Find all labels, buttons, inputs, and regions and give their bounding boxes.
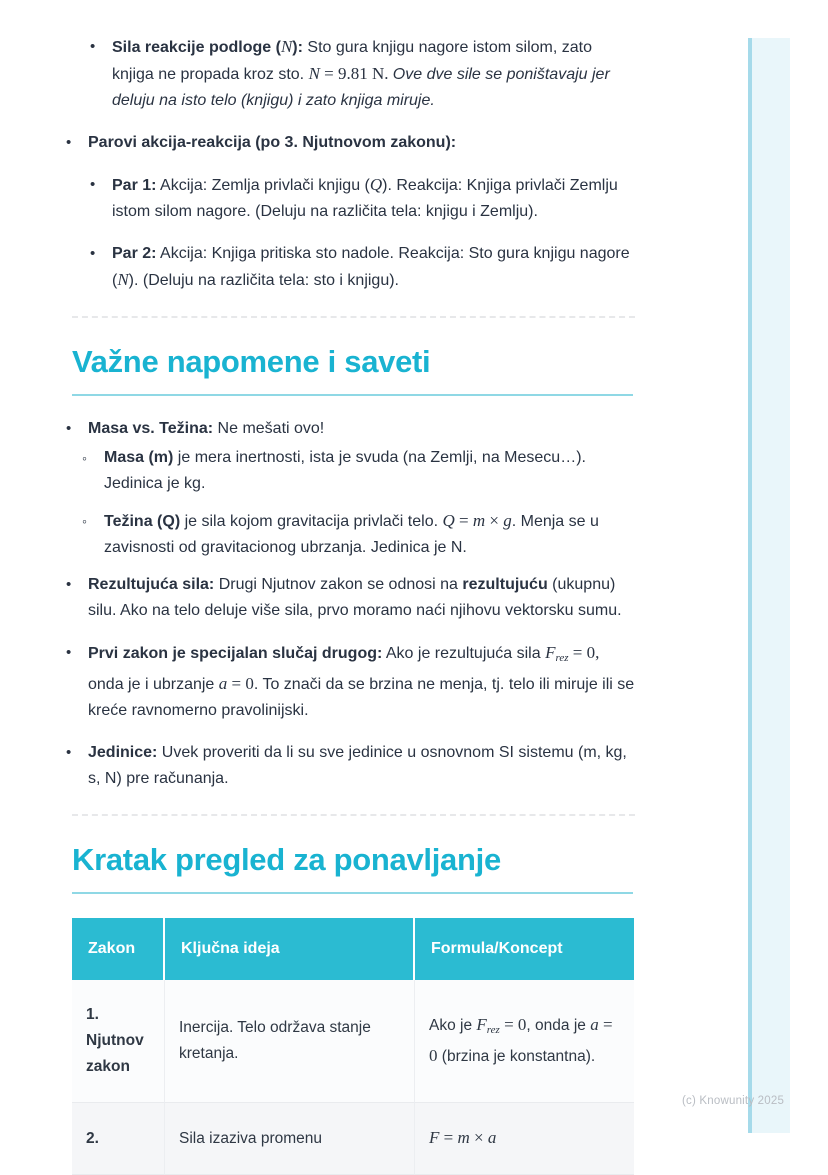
text-segment: N — [280, 37, 293, 56]
text-segment: = — [439, 1128, 458, 1147]
text-segment: = 0 — [499, 1015, 527, 1034]
disc-bullet-marker: • — [90, 176, 96, 193]
disc-bullet-marker: • — [66, 744, 72, 761]
text-segment: N — [308, 64, 320, 83]
bullet-text — [88, 130, 635, 156]
text-segment: ). Reakcija: Knjiga privlači Zemlju istom silom nagore. (Deluju na različita tela: knjigu i Zemlju). — [112, 177, 623, 220]
text-segment: Sila izaziva promenu — [179, 1129, 323, 1147]
text-segment: ). (Deluju na različita tela: sto i knjigu). — [128, 272, 399, 289]
table-cell — [72, 1103, 165, 1175]
bullet-text — [112, 172, 635, 225]
right-accent-strip — [752, 38, 790, 1133]
text-segment: 1. Njutnov zakon — [86, 1006, 148, 1075]
text-segment: Akcija: Knjiga pritiska sto nadole. Reakcija: Sto gura knjigu nagore ( — [112, 245, 635, 289]
text-segment: , onda je — [526, 1017, 591, 1034]
table-header-cell: Ključna ideja — [165, 918, 415, 980]
table-row — [72, 980, 634, 1103]
text-segment: Parovi akcija-reakcija (po 3. Njutnovom zakonu): — [88, 134, 457, 151]
table-cell — [165, 1103, 415, 1175]
summary-table — [72, 918, 634, 1175]
bullet-text — [112, 34, 635, 114]
text-segment: (brzina je konstantna). — [437, 1048, 596, 1065]
circle-bullet-marker: ◦ — [82, 513, 87, 529]
text-segment: = 0 — [429, 1015, 617, 1065]
bullet-item — [90, 172, 635, 225]
table-body — [72, 980, 634, 1175]
bullet-text — [112, 241, 635, 294]
bullet-item — [82, 445, 635, 497]
text-segment: Ako je rezultujuća sila — [382, 645, 546, 662]
text-segment: ): — [292, 39, 303, 56]
text-segment: m — [472, 511, 486, 530]
text-segment: = 0 — [227, 674, 254, 693]
text-segment: Drugi Njutnov zakon se odnosi na — [214, 576, 463, 593]
bullet-text — [104, 445, 635, 497]
circle-bullet-marker: ◦ — [82, 450, 87, 466]
text-segment: a — [218, 674, 228, 693]
bullet-item — [66, 740, 635, 792]
text-segment: Par 1: — [112, 177, 157, 194]
text-segment: m — [457, 1128, 470, 1147]
bullet-item — [66, 416, 635, 442]
table-cell — [415, 980, 634, 1103]
text-segment: je sila kojom gravitacija privlači telo. — [180, 513, 443, 530]
disc-bullet-marker: • — [66, 576, 72, 593]
text-segment: F — [429, 1128, 440, 1147]
table-cell — [72, 980, 165, 1103]
text-segment: Sila reakcije podloge ( — [112, 39, 281, 56]
table-header-row — [72, 918, 634, 980]
bullet-item — [66, 130, 635, 156]
disc-bullet-marker: • — [66, 134, 72, 151]
bullet-item — [66, 640, 639, 724]
text-segment: N — [117, 270, 129, 289]
text-segment: Jedinice: — [88, 744, 158, 761]
disc-bullet-marker: • — [66, 644, 72, 661]
page-content — [66, 34, 639, 1175]
text-segment: rez — [486, 1024, 500, 1036]
text-segment: g — [503, 511, 512, 530]
bullet-item — [90, 34, 635, 114]
text-segment: (ukupnu) silu. Ako na telo deluje više sila, prvo moramo naći njihovu vektorsku sumu. — [88, 576, 622, 619]
section-divider — [72, 814, 635, 816]
table-cell — [165, 980, 415, 1103]
text-segment: rez — [555, 652, 569, 664]
table-cell — [415, 1103, 634, 1175]
section-divider — [72, 316, 635, 318]
text-segment: Masa (m) — [104, 449, 174, 466]
bullet-text — [104, 508, 635, 561]
text-segment: rezultujuću — [462, 576, 548, 593]
text-segment: = 9.81 N. — [319, 64, 393, 83]
right-accent-line — [748, 38, 752, 1133]
text-segment: je mera inertnosti, ista je svuda (na Zemlji, na Mesecu…). Jedinica je kg. — [104, 449, 591, 492]
text-segment: a — [590, 1015, 599, 1034]
text-segment: onda je i ubrzanje — [88, 645, 604, 693]
text-segment: 2. — [86, 1129, 99, 1147]
text-segment: a — [487, 1128, 497, 1147]
text-segment: × — [469, 1128, 488, 1147]
table-header-cell: Formula/Koncept — [415, 918, 634, 980]
section-heading: Važne napomene i saveti — [72, 342, 633, 396]
text-segment: F — [545, 643, 556, 662]
disc-bullet-marker: • — [90, 245, 96, 262]
bullet-text — [88, 640, 639, 724]
text-segment: Rezultujuća sila: — [88, 576, 215, 593]
text-segment: Uvek proveriti da li su sve jedinice u osnovnom SI sistemu (m, kg, s, N) pre računanja. — [88, 744, 632, 787]
text-segment: Q — [442, 511, 455, 530]
table-row — [72, 1103, 634, 1175]
disc-bullet-marker: • — [66, 420, 72, 437]
bullet-item — [66, 572, 635, 624]
text-segment: = 0, — [568, 643, 600, 662]
text-segment: Par 2: — [112, 245, 157, 262]
table-header-cell: Zakon — [72, 918, 165, 980]
text-segment: Sto gura knjigu nagore istom silom, zato knjiga ne propada kroz sto. — [112, 39, 597, 83]
text-segment: = — [454, 511, 473, 530]
text-segment: Inercija. Telo održava stanje kretanja. — [179, 1019, 376, 1062]
table-head — [72, 918, 634, 980]
text-segment: . To znači da se brzina ne menja, tj. telo ili miruje ili se kreće ravnomerno pravolinijski. — [88, 676, 639, 719]
bullet-item — [90, 241, 635, 294]
text-segment: Q — [369, 175, 383, 194]
text-segment: Ove dve sile se poništavaju jer deluju na isto telo (knjigu) i zato knjiga miruje. — [112, 66, 615, 109]
text-segment: Ako je — [429, 1017, 477, 1034]
section-heading: Kratak pregled za ponavljanje — [72, 840, 633, 894]
text-segment: Akcija: Zemlja privlači knjigu ( — [156, 177, 370, 194]
bullet-item — [82, 508, 635, 561]
text-segment: . Menja se u zavisnosti od gravitacionog ubrzanja. Jedinica je N. — [104, 513, 604, 556]
text-segment: F — [476, 1015, 487, 1034]
copyright-watermark: (c) Knowunity 2025 — [682, 1095, 785, 1107]
bullet-text — [88, 740, 635, 792]
text-segment: Masa vs. Težina: — [88, 420, 214, 437]
text-segment: Težina (Q) — [104, 513, 181, 530]
text-segment: × — [485, 511, 504, 530]
text-segment: Prvi zakon je specijalan slučaj drugog: — [88, 645, 383, 662]
bullet-text — [88, 416, 635, 442]
text-segment: Ne mešati ovo! — [213, 420, 325, 437]
disc-bullet-marker: • — [90, 38, 96, 55]
bullet-text — [88, 572, 635, 624]
